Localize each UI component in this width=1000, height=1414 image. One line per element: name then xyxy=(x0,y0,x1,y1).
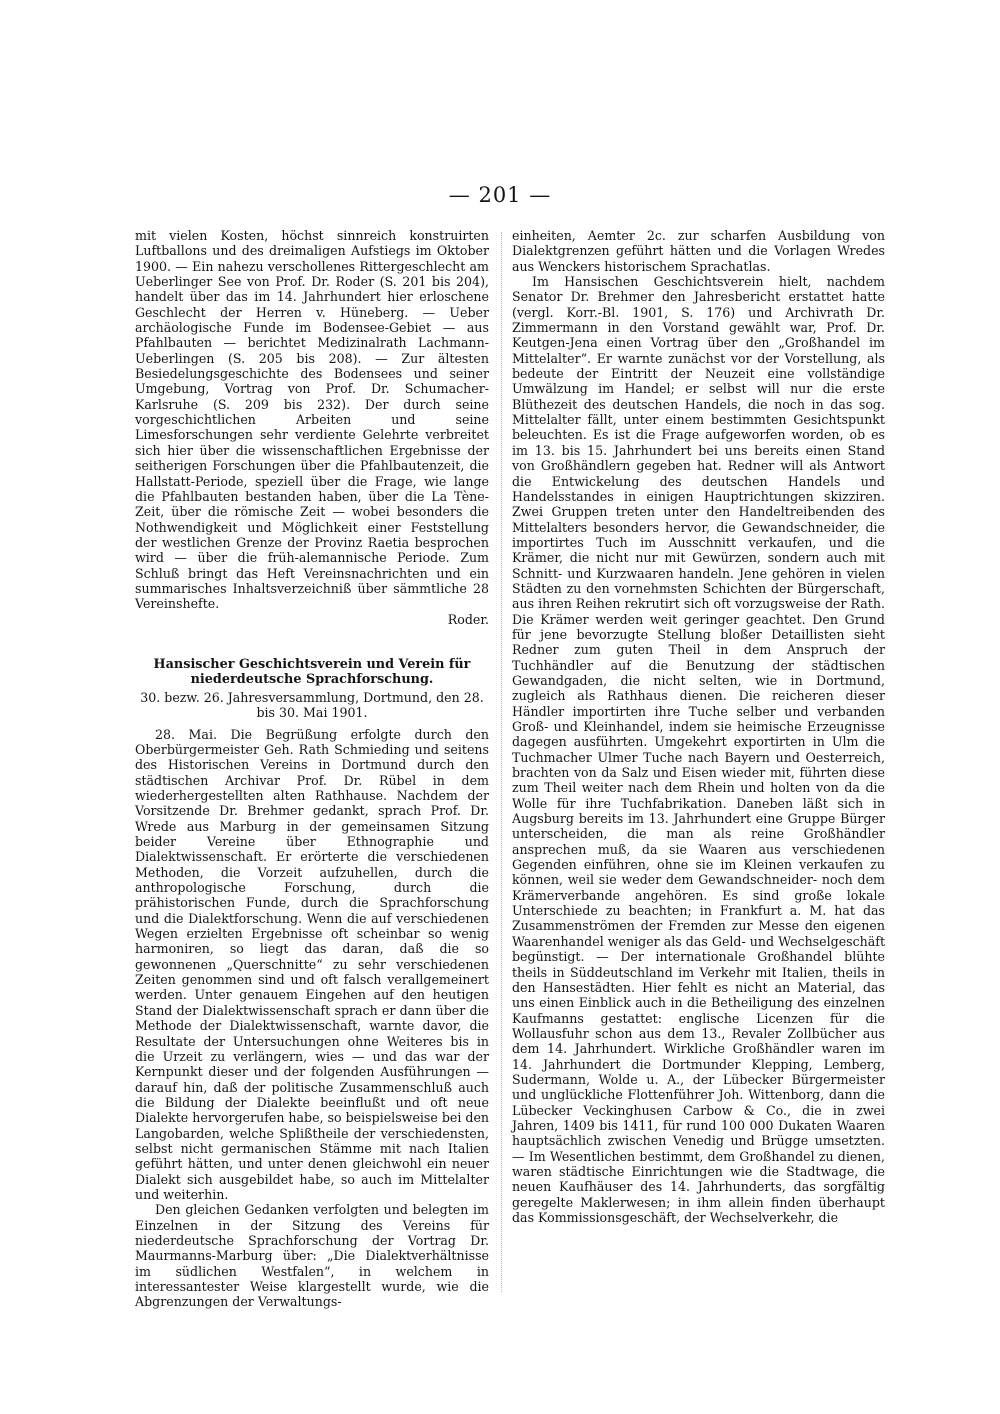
meeting-date: 30. bezw. 26. Jahresversammlung, Dortmund, den 28. bis 30. Mai 1901. xyxy=(140,689,484,721)
paragraph-continuation: einheiten, Aemter 2c. zur scharfen Ausbildung von Dialektgrenzen geführt hätten und die Vorlagen Wredes aus Wenckers historischem Sprachatlas. xyxy=(512,228,885,274)
section-heading: Hansischer Geschichtsverein und Verein für niederdeutsche Sprachforschung. xyxy=(153,656,471,688)
right-column xyxy=(512,228,885,1225)
column-divider xyxy=(501,232,502,1292)
paragraph-hansischer-verein: Im Hansischen Geschichtsverein hielt, nachdem Senator Dr. Brehmer den Jahresbericht erstattet hatte (vergl. Korr.-Bl. 1901, S. 176) und Archivrath Dr. Zimmermann in den Vorstand gewählt war, Prof. Dr. Keutgen-Jena einen Vortrag über den „Großhandel im Mittelalter“. Er warnte zunächst vor der Vorstellung, als bedeute der Eintritt der Neuzeit eine vollständige Umwälzung im Handel; er selbst will nur die erste Blüthezeit des deutschen Handels, die noch in das sog. Mittelalter fällt, unter einem bestimmten Gesichtspunkt beleuchten. Es ist die Frage aufgeworfen worden, ob es im 13. bis 15. Jahrhundert bei uns bereits einen Stand von Großhändlern gegeben hat. Redner will als Antwort die Entwickelung des deutschen Handels und Handelsstandes in einigen Hauptrichtungen skizziren. Zwei Gruppen treten unter den Handeltreibenden des Mittelalters besonders hervor, die Gewandschneider, die importirtes Tuch im Ausschnitt verkaufen, und die Krämer, die nicht nur mit Gewürzen, sondern auch mit Schnitt- und Kurzwaaren handeln. Jene gehören in vielen Städten zu den vornehmsten Schichten der Bürgerschaft, aus ihren Reihen rekrutirt sich oft vorzugsweise der Rath. Die Krämer werden weit geringer geachtet. Den Grund für jene bevorzugte Stellung bloßer Detaillisten sieht Redner zum guten Theil in dem Anspruch der Tuchhändler auf die Benutzung der städtischen Gewandgaden, die nicht selten, wie in Dortmund, zugleich als Rathhaus dienen. Die reicheren dieser Händler importirten ihre Tuche selber und verbanden Groß- und Kleinhandel, indem sie heimische Erzeugnisse dagegen ausführten. Umgekehrt exportirten in Ulm die Tuchmacher Ulmer Tuche nach Bayern und Oesterreich, brachten von da Salz und Eisen wieder mit, führten diese zum Theil weiter nach dem Rhein und holten von da die Wolle für ihre Tuchfabrikation. Daneben läßt sich in Augsburg bereits im 13. Jahrhundert eine Gruppe Bürger unterscheiden, die man als reine Großhändler ansprechen muß, da sie Waaren aus verschiedenen Gegenden einführen, ohne sie im Kleinen verkaufen zu können, weil sie weder dem Gewandschneider- noch dem Krämerverbande angehören. Es sind große lokale Unterschiede zu beachten; in Frankfurt a. M. hat das Zusammenströmen der Fremden zur Messe den eigenen Waarenhandel weniger als das Geld- und Wechselgeschäft begünstigt. — Der internationale Großhandel blühte theils in Süddeutschland im Verkehr mit Italien, theils in den Hansestädten. Hier fehlt es nicht an Material, das uns einen Einblick auch in die Betheiligung des einzelnen Kaufmanns gestattet: englische Licenzen für die Wollausfuhr schon aus dem 13., Revaler Zollbücher aus dem 14. Jahrhundert. Wirkliche Großhändler waren im 14. Jahrhundert die Dortmunder Klepping, Lemberg, Sudermann, Wolde u. A., der Lübecker Bürgermeister und unglückliche Flottenführer Joh. Wittenborg, dann die Lübecker Veckinghusen Carbow & Co., die in zwei Jahren, 1409 bis 1411, für rund 100 000 Dukaten Waaren hauptsächlich zwischen Venedig und Brügge umsetzten. — Im Wesentlichen bestimmt, dem Großhandel zu dienen, waren städtische Einrichtungen wie die Stadtwage, die neuen Kaufhäuser des 14. Jahrhunderts, das sorgfältig geregelte Maklerwesen; in ihm allein finden überhaupt das Kommissionsgeschäft, der Wechselverkehr, die xyxy=(512,274,885,1225)
intro-paragraph: mit vielen Kosten, höchst sinnreich konstruirten Luftballons und des dreimaligen Aufstiegs im Oktober 1900. — Ein nahezu verschollenes Rittergeschlecht am Ueberlinger See von Prof. Dr. Roder (S. 201 bis 204), handelt über das im 14. Jahrhundert hier erloschene Geschlecht der Herren v. Hüneberg. — Ueber archäologische Funde im Bodensee-Gebiet — aus Pfahlbauten — berichtet Medizinalrath Lachmann-Ueberlingen (S. 205 bis 208). — Zur ältesten Besiedelungsgeschichte des Bodensees und seiner Umgebung, Vortrag von Prof. Dr. Schumacher-Karlsruhe (S. 209 bis 232). Der durch seine vorgeschichtlichen Arbeiten und seine Limesforschungen sehr verdiente Gelehrte verbreitet sich hier über die wissenschaftlichen Ergebnisse der seitherigen Forschungen über die Pfahlbautenzeit, die Hallstatt-Periode, speziell über die Frage, wie lange die Pfahlbauten bestanden haben, über die La Tène-Zeit, über die römische Zeit — wobei besonders die Nothwendigkeit und Möglichkeit einer Feststellung der westlichen Grenze der Provinz Raetia besprochen wird — über die früh-alemannische Periode. Zum Schluß bringt das Heft Vereinsnachrichten und ein summarisches Inhaltsverzeichniß über sämmtliche 28 Vereinshefte. xyxy=(135,228,489,612)
left-column xyxy=(135,228,489,1310)
page-number: — 201 — xyxy=(448,183,552,207)
paragraph-may-28: 28. Mai. Die Begrüßung erfolgte durch den Oberbürgermeister Geh. Rath Schmieding und seitens des Historischen Vereins in Dortmund durch den städtischen Archivar Prof. Dr. Rübel in dem wiederhergestellten alten Rathhause. Nachdem der Vorsitzende Dr. Brehmer gedankt, sprach Prof. Dr. Wrede aus Marburg in der gemeinsamen Sitzung beider Vereine über Ethnographie und Dialektwissenschaft. Er erörterte die verschiedenen Methoden, die Vorzeit aufzuhellen, durch die anthropologische Forschung, durch die prähistorischen Funde, durch die Sprachforschung und die Dialektforschung. Wenn die auf verschiedenen Wegen erzielten Ergebnisse oft scheinbar so wenig harmoniren, so liegt das daran, daß die so gewonnenen „Querschnitte“ zu sehr verschiedenen Zeiten genommen sind und oft falsch verallgemeinert werden. Unter genauem Eingehen auf den heutigen Stand der Dialektwissenschaft sprach er dann über die Methode der Dialektwissenschaft, warnte davor, die Resultate der Untersuchungen ohne Weiteres bis in die Urzeit zu verlängern, wies — und das war der Kernpunkt dieser und der folgenden Ausführungen — darauf hin, daß der politische Zusammenschluß auch die Bildung der Dialekte beeinflußt und oft neue Dialekte hervorgerufen habe, so beispielsweise bei den Langobarden, welche Splißtheile der verschiedensten, selbst nicht germanischen Stämme mit nach Italien geführt hätten, und unter denen gleichwohl ein neuer Dialekt sich ausgebildet habe, so auch im Mittelalter und weiterhin. xyxy=(135,726,490,1202)
paragraph-maurmann: Den gleichen Gedanken verfolgten und belegten im Einzelnen in der Sitzung des Vereins für niederdeutsche Sprachforschung der Vortrag Dr. Maurmanns-Marburg über: „Die Dialektverhältnisse im südlichen Westfalen“, in welchem in interessantester Weise klargestellt wurde, wie die Abgrenzungen der Verwaltungs- xyxy=(135,1202,489,1310)
review-signature: Roder. xyxy=(447,611,489,627)
